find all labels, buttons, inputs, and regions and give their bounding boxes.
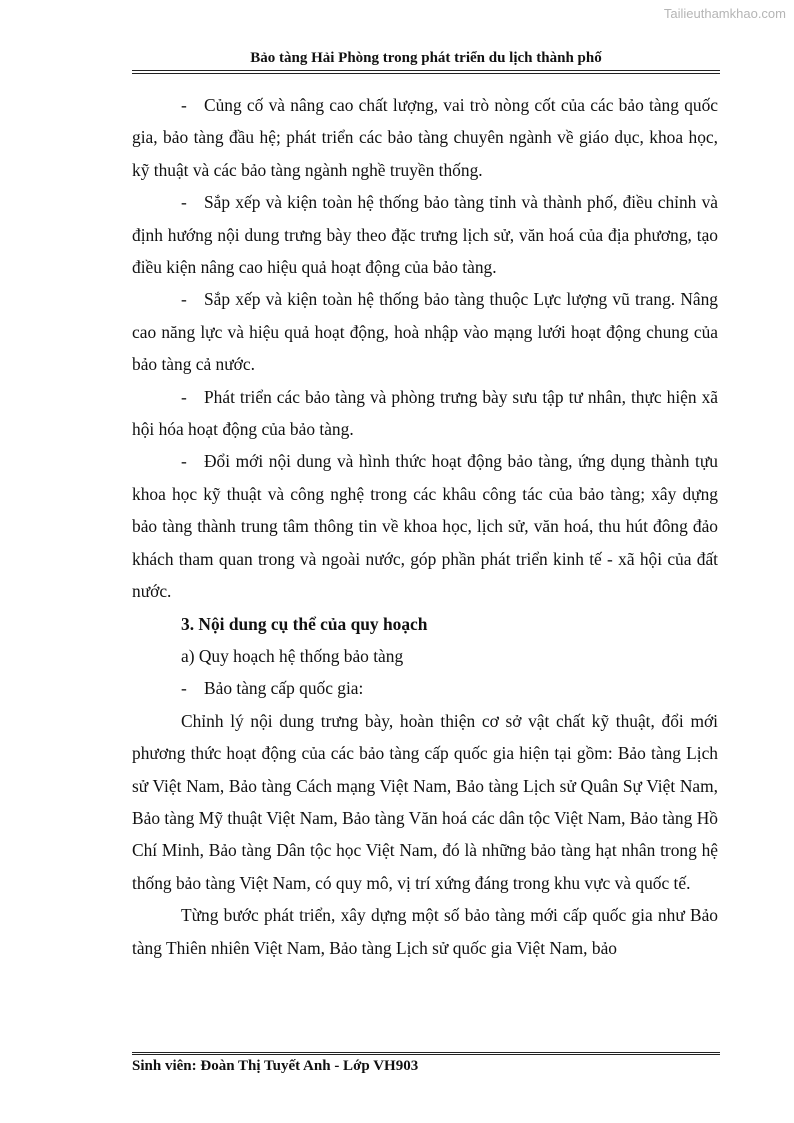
body-paragraph: Chỉnh lý nội dung trưng bày, hoàn thiện cơ sở vật chất kỹ thuật, đổi mới phương thức hoạt động của các bảo tàng cấp quốc gia hiện tại gồm: Bảo tàng Lịch sử Việt Nam, Bảo tàng Cách mạng Việt Nam, Bảo tàng Lịch sử Quân Sự Việt Nam, Bảo tàng Mỹ thuật Việt Nam, Bảo tàng Văn hoá các dân tộc Việt Nam, Bảo tàng Hồ Chí Minh, Bảo tàng Dân tộc học Việt Nam, đó là những bảo tàng hạt nhân trong hệ thống bảo tàng Việt Nam, có quy mô, vị trí xứng đáng trong khu vực và quốc tế. bbox=[132, 710, 718, 893]
bullet-paragraph bbox=[132, 89, 718, 186]
body-paragraph: Từng bước phát triển, xây dựng một số bảo tàng mới cấp quốc gia như Bảo tàng Thiên nhiên Việt Nam, Bảo tàng Lịch sử quốc gia Việt Nam, bảo bbox=[132, 905, 718, 958]
document-body bbox=[132, 89, 718, 964]
paragraph-text: Phát triển các bảo tàng và phòng trưng bày sưu tập tư nhân, thực hiện xã hội hóa hoạt động của bảo tàng. bbox=[132, 386, 718, 440]
bullet-paragraph bbox=[132, 381, 718, 446]
watermark: Tailieuthamkhao.com bbox=[663, 6, 786, 21]
section-heading: 3. Nội dung cụ thể của quy hoạch bbox=[181, 613, 428, 634]
paragraph-text: Sắp xếp và kiện toàn hệ thống bảo tàng tỉnh và thành phố, điều chỉnh và định hướng nội dung trưng bày theo đặc trưng lịch sử, văn hoá của địa phương, tạo điều kiện nâng cao hiệu quả hoạt động của bảo tàng. bbox=[132, 192, 718, 278]
running-footer: Sinh viên: Đoàn Thị Tuyết Anh - Lớp VH903 bbox=[132, 1058, 419, 1074]
bullet-paragraph bbox=[132, 445, 718, 607]
bullet-dash: - bbox=[181, 95, 187, 115]
paragraph-text: Củng cố và nâng cao chất lượng, vai trò nòng cốt của các bảo tàng quốc gia, bảo tàng đầu hệ; phát triển các bảo tàng chuyên ngành về giáo dục, khoa học, kỹ thuật và các bảo tàng ngành nghề truyền thống. bbox=[132, 95, 718, 180]
paragraph-text: Bảo tàng cấp quốc gia: bbox=[204, 678, 364, 699]
subsection-heading: a) Quy hoạch hệ thống bảo tàng bbox=[181, 645, 404, 666]
paragraph-text: Đổi mới nội dung và hình thức hoạt động bảo tàng, ứng dụng thành tựu khoa học kỹ thuật và công nghệ trong các khâu công tác của bảo tàng; xây dựng bảo tàng thành trung tâm thông tin về khoa học, lịch sử, văn hoá, thu hút đông đảo khách tham quan trong và ngoài nước, góp phần phát triển kinh tế - xã hội của đất nước. bbox=[132, 451, 718, 602]
bullet-dash: - bbox=[181, 192, 187, 213]
footer-rule bbox=[132, 1052, 720, 1055]
bullet-dash: - bbox=[181, 386, 187, 407]
paragraph-text: Sắp xếp và kiện toàn hệ thống bảo tàng thuộc Lực lượng vũ trang. Nâng cao năng lực và hiệu quả hoạt động, hoà nhập vào mạng lưới hoạt động chung của bảo tàng cả nước. bbox=[132, 289, 718, 375]
running-header-title: Bảo tàng Hải Phòng trong phát triển du lịch thành phố bbox=[250, 50, 602, 66]
bullet-dash: - bbox=[181, 451, 187, 472]
header-rule bbox=[132, 70, 720, 74]
bullet-paragraph bbox=[132, 283, 718, 380]
bullet-dash: - bbox=[181, 678, 187, 699]
bullet-paragraph bbox=[132, 672, 718, 704]
bullet-paragraph bbox=[132, 186, 718, 283]
bullet-dash: - bbox=[181, 289, 187, 310]
